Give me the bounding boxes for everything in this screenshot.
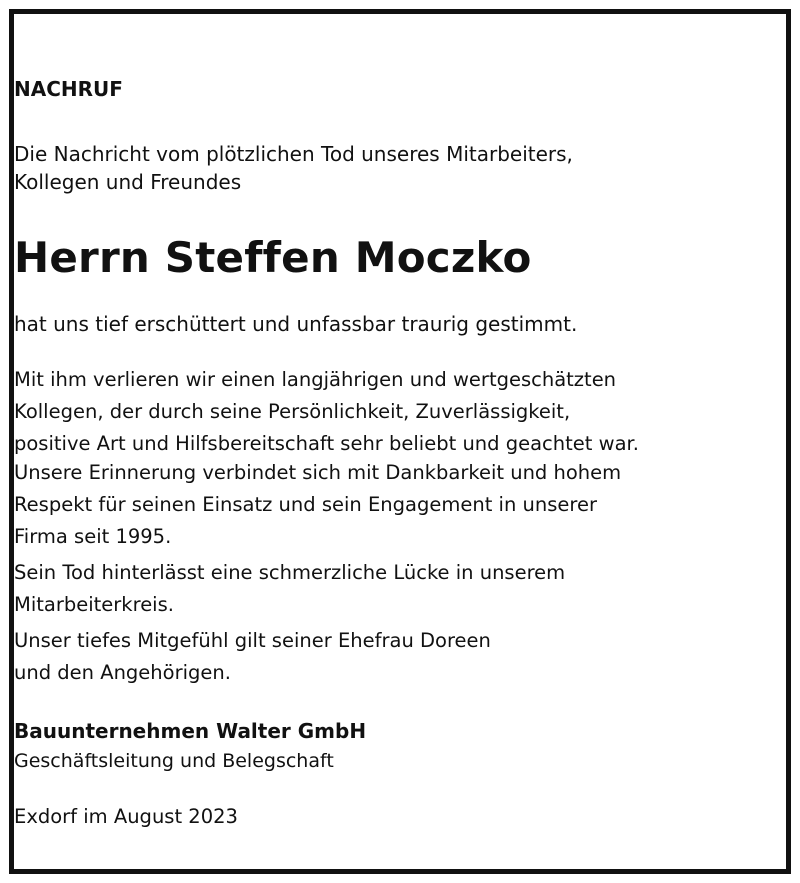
deceased-name-text: Herrn Steffen Moczko (14, 233, 532, 282)
deceased-name (14, 228, 786, 288)
paragraph-4-line-2: und den Angehörigen. (14, 661, 231, 684)
paragraph-2-line-1: Unsere Erinnerung verbindet sich mit Dankbarkeit und hohem (14, 461, 622, 484)
statement-text: hat uns tief erschüttert und unfassbar traurig gestimmt. (14, 312, 578, 336)
obituary-frame (9, 9, 791, 874)
paragraph-1-line-3: positive Art und Hilfsbereitschaft sehr beliebt und geachtet war. (14, 432, 639, 455)
place-date-text: Exdorf im August 2023 (14, 805, 238, 828)
paragraph-3 (14, 557, 786, 621)
intro-line-1: Die Nachricht vom plötzlichen Tod unseres Mitarbeiters, (14, 142, 573, 166)
notice-title-text: NACHRUF (14, 77, 123, 101)
paragraph-4-line-1: Unser tiefes Mitgefühl gilt seiner Ehefrau Doreen (14, 629, 491, 652)
intro-text (14, 140, 786, 196)
paragraph-2-line-2: Respekt für seinen Einsatz und sein Engagement in unserer (14, 493, 598, 516)
notice-title (14, 74, 786, 104)
company-name-text: Bauunternehmen Walter GmbH (14, 719, 367, 743)
intro-line-2: Kollegen und Freundes (14, 170, 242, 194)
paragraph-2 (14, 457, 786, 553)
paragraph-3-line-1: Sein Tod hinterlässt eine schmerzliche Lücke in unserem (14, 561, 566, 584)
company-subtitle (14, 746, 786, 776)
paragraph-1-line-2: Kollegen, der durch seine Persönlichkeit, Zuverlässigkeit, (14, 400, 571, 423)
paragraph-1-line-1: Mit ihm verlieren wir einen langjährigen und wertgeschätzten (14, 368, 617, 391)
paragraph-3-line-2: Mitarbeiterkreis. (14, 593, 174, 616)
tribute-body (14, 364, 786, 689)
paragraph-4 (14, 625, 786, 689)
statement (14, 309, 786, 339)
place-date (14, 802, 786, 832)
paragraph-2-line-3: Firma seit 1995. (14, 525, 172, 548)
company-name (14, 716, 786, 746)
company-subtitle-text: Geschäftsleitung und Belegschaft (14, 750, 334, 772)
paragraph-1 (14, 364, 786, 460)
